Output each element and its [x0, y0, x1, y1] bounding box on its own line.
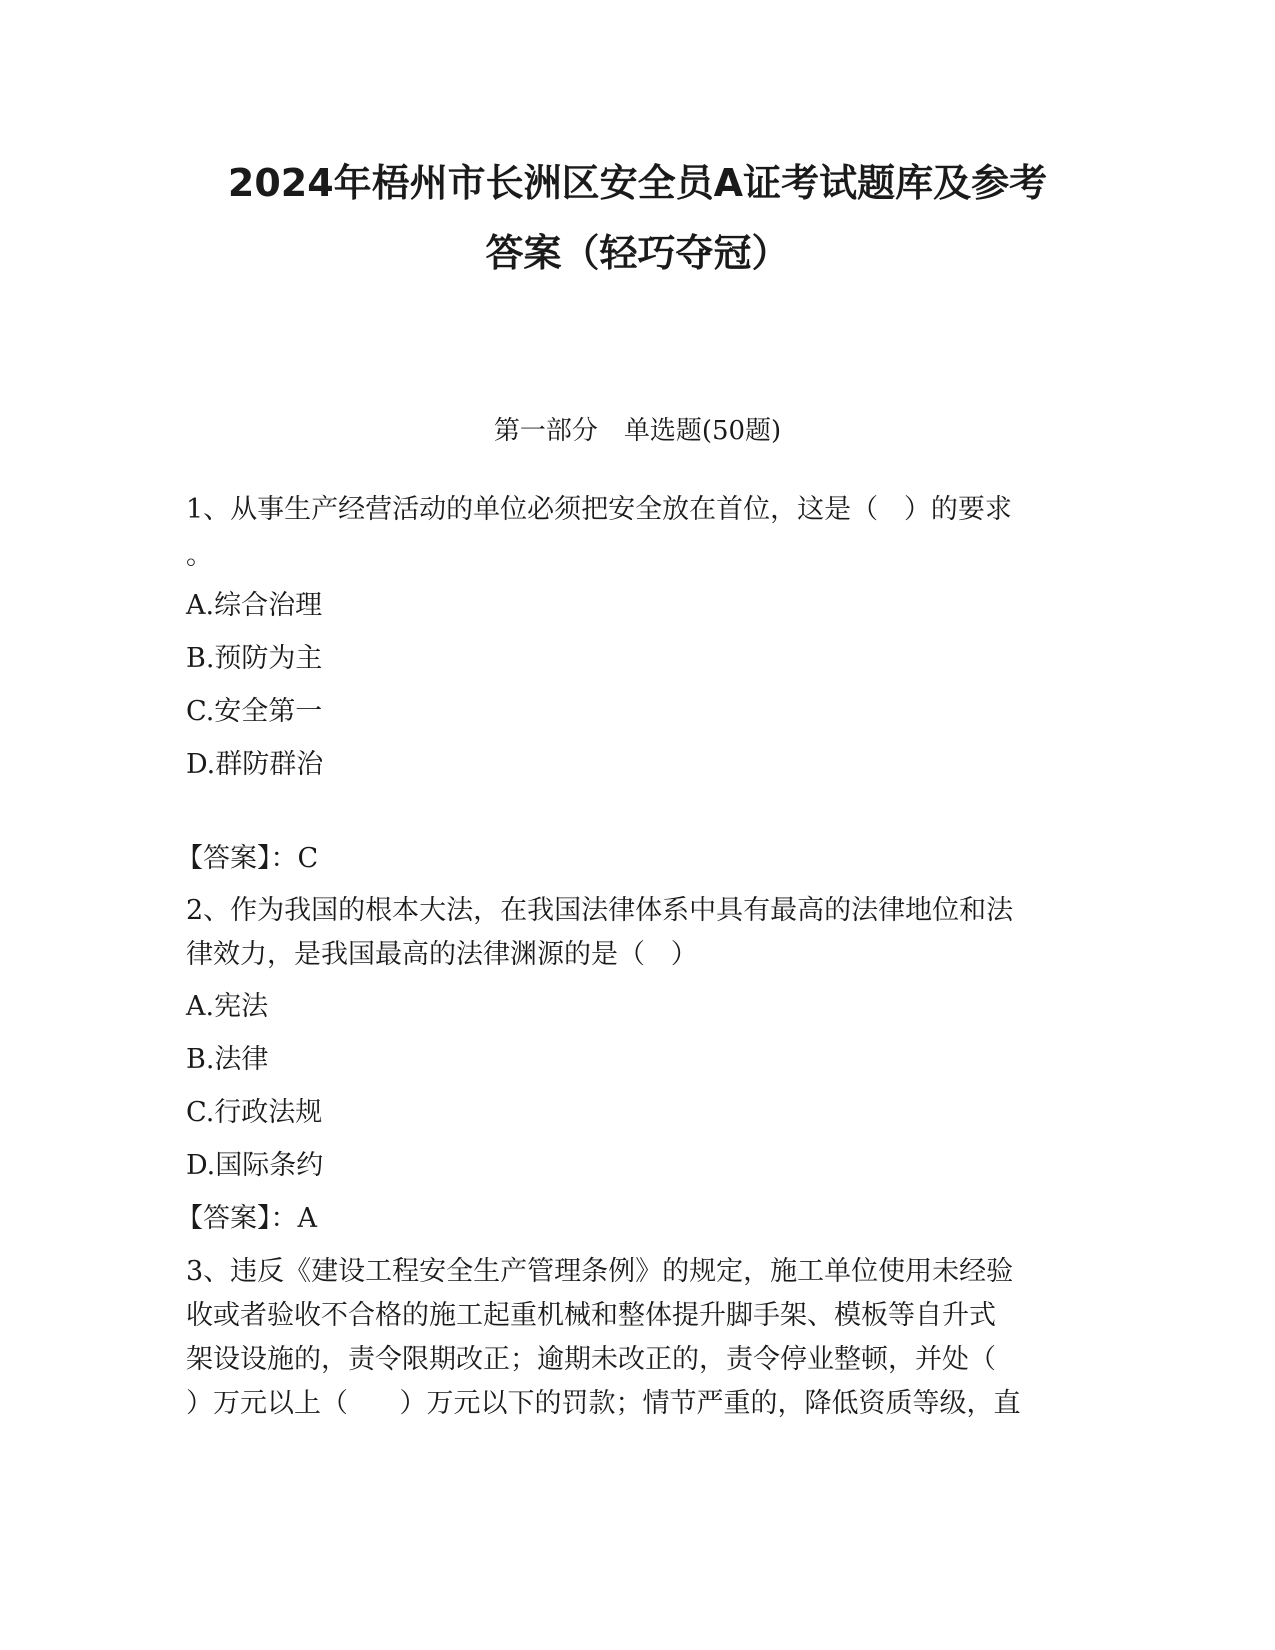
title-line-1: 2024年梧州市长洲区安全员A证考试题库及参考 — [227, 161, 1048, 205]
q2-option-b: B.法律 — [186, 1044, 269, 1075]
q2-option-a: A.宪法 — [186, 991, 269, 1022]
q1-option-a: A.综合治理 — [186, 590, 323, 621]
q1-stem-line-2: 。 — [186, 540, 213, 571]
q2-answer: 【答案】：A — [176, 1203, 317, 1234]
title-line-2: 答案（轻巧夺冠） — [485, 231, 790, 275]
q2-stem-line-1: 2、作为我国的根本大法，在我国法律体系中具有最高的法律地位和法 — [186, 895, 1014, 926]
q1-stem-line-1: 1、从事生产经营活动的单位必须把安全放在首位，这是（ ）的要求 — [186, 494, 1012, 525]
q3-stem-line-3: 架设设施的，责令限期改正；逾期未改正的，责令停业整顿，并处（ — [186, 1344, 996, 1375]
q1-answer: 【答案】：C — [176, 843, 319, 874]
document-title — [150, 148, 1125, 288]
q3-stem-line-1: 3、违反《建设工程安全生产管理条例》的规定，施工单位使用未经验 — [186, 1256, 1014, 1287]
section-heading: 第一部分 单选题(50题) — [493, 416, 782, 446]
q1-option-b: B.预防为主 — [186, 643, 323, 674]
q2-option-c: C.行政法规 — [186, 1097, 323, 1128]
q3-stem-line-2: 收或者验收不合格的施工起重机械和整体提升脚手架、模板等自升式 — [186, 1300, 996, 1331]
q2-stem-line-2: 律效力，是我国最高的法律渊源的是（ ） — [186, 939, 698, 970]
q2-option-d: D.国际条约 — [186, 1150, 324, 1181]
q1-option-c: C.安全第一 — [186, 696, 323, 727]
q3-stem-line-4: ）万元以上（ ）万元以下的罚款；情节严重的，降低资质等级，直 — [186, 1388, 1021, 1419]
q1-option-d: D.群防群治 — [186, 749, 324, 780]
